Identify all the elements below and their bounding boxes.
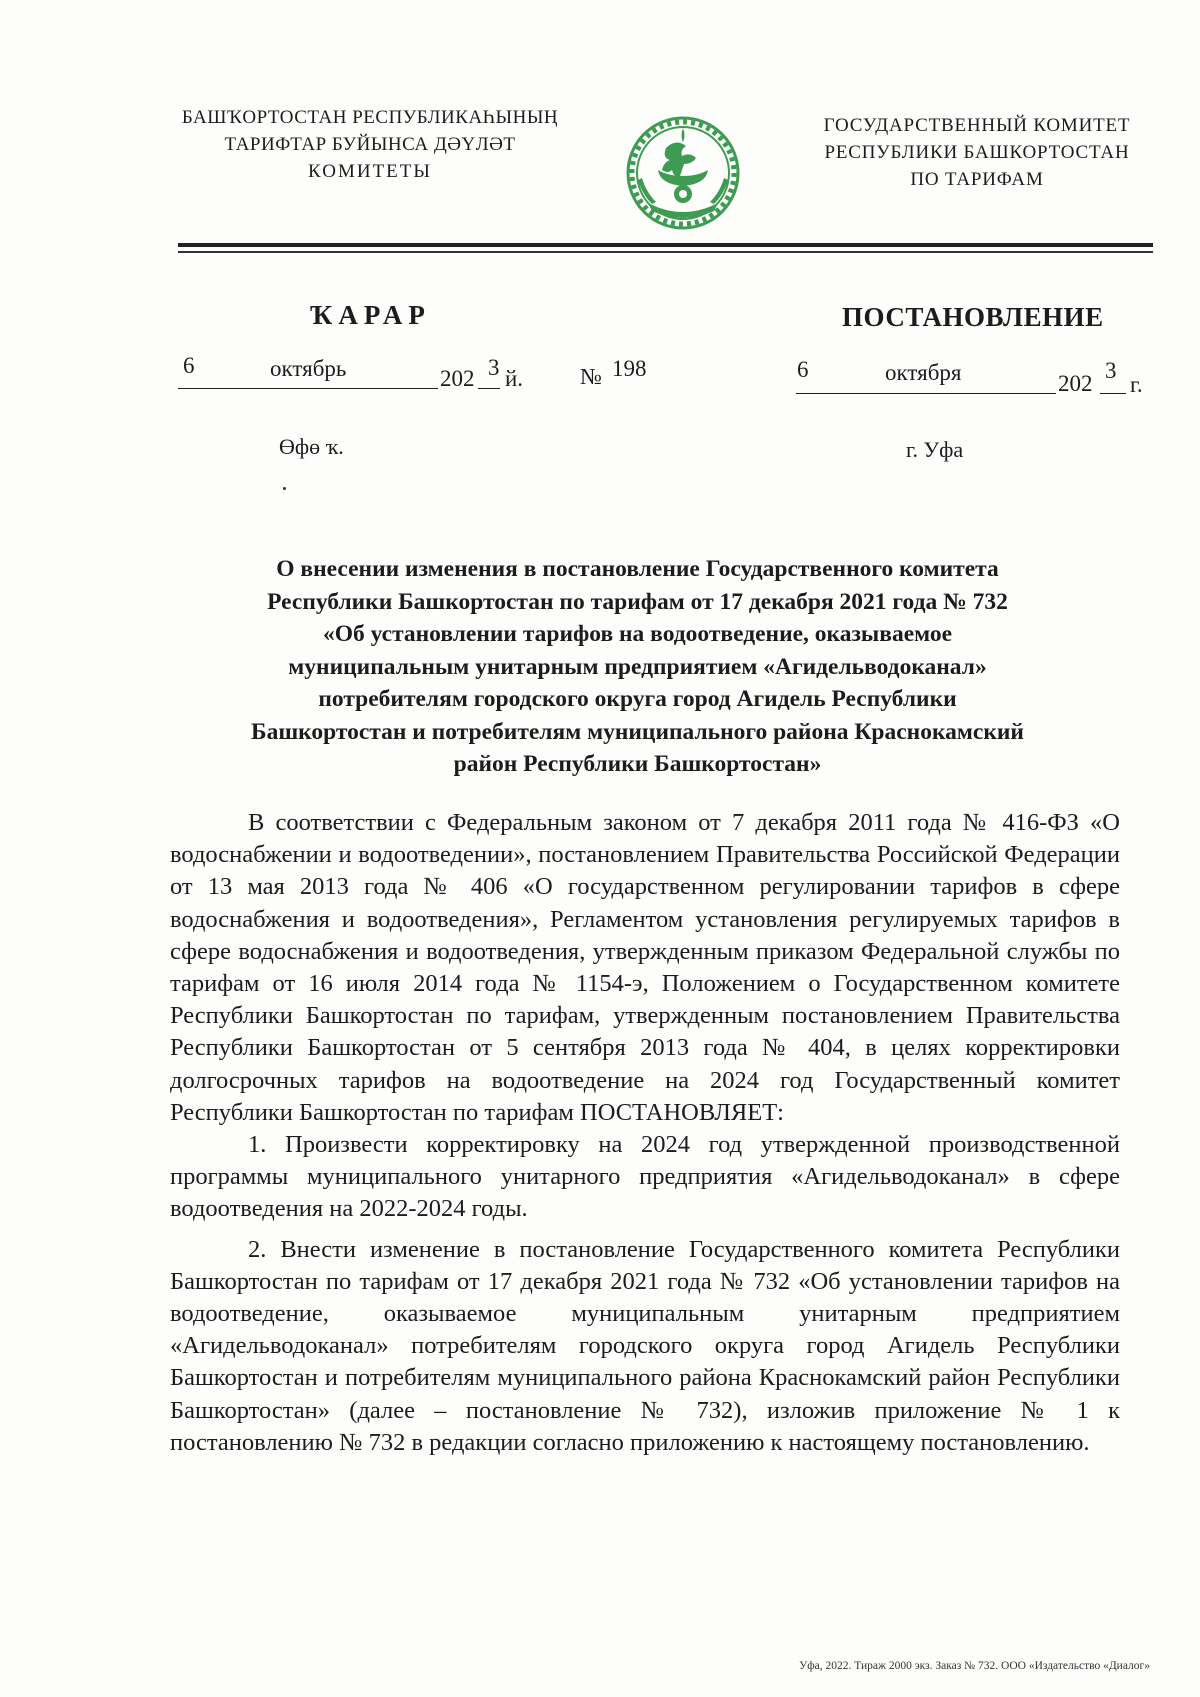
right-date-year-suffix: г. xyxy=(1130,372,1143,397)
left-date-day: 6 xyxy=(183,353,195,378)
right-date-month: октября xyxy=(885,360,962,385)
left-org-line1: БАШҠОРТОСТАН РЕСПУБЛИКАҺЫНЫҢ xyxy=(181,107,559,128)
left-date-underline xyxy=(178,388,438,389)
place-left: Өфө ҡ. xyxy=(279,434,344,459)
doc-type-right: ПОСТАНОВЛЕНИЕ xyxy=(842,302,1104,332)
left-org-line3: КОМИТЕТЫ xyxy=(308,161,432,182)
title-line: Башкортостан и потребителям муниципального района Краснокамский xyxy=(251,718,1024,745)
title-line: район Республики Башкортостан» xyxy=(453,751,822,777)
left-date-month: октябрь xyxy=(270,356,347,381)
right-org-line1: ГОСУДАРСТВЕННЫЙ КОМИТЕТ xyxy=(823,115,1131,136)
right-date-day: 6 xyxy=(797,357,809,382)
title-line: Республики Башкортостан по тарифам от 17 декабря 2021 года № 732 xyxy=(267,588,1008,615)
left-decree-number: 198 xyxy=(612,356,647,381)
left-number-label: № xyxy=(580,364,602,389)
right-org-line3: ПО ТАРИФАМ xyxy=(910,169,1044,190)
decree-title xyxy=(175,553,1100,781)
title-line: муниципальным унитарным предприятием «Агидельводоканал» xyxy=(288,653,987,680)
doc-type-left: ҠАРАР xyxy=(310,300,431,330)
right-date-year-digit: 3 xyxy=(1105,358,1117,383)
title-line: «Об установлении тарифов на водоотведение, оказываемое xyxy=(322,621,953,647)
print-imprint: Уфа, 2022. Тираж 2000 экз. Заказ № 732. ООО «Издательство «Диалог» xyxy=(799,1660,1150,1672)
header-divider-thick xyxy=(178,243,1153,247)
title-line: потребителям городского округа город Агидель Республики xyxy=(318,686,957,712)
place-right: г. Уфа xyxy=(906,437,964,462)
decree-body xyxy=(170,807,1120,1459)
header-divider-thin xyxy=(178,251,1153,253)
body-paragraph-item-2: 2. Внести изменение в постановление Государственного комитета Республики Башкортостан по тарифам от 17 декабря 2021 года № 732 «Об установлении тарифов на водоотведение, оказываемое муниципальным унитарным предприятием «Агидельводоканал» потребителям городского округа город Агидель Республики Башкортостан и потребителям муниципального района Краснокамский район Республики Башкортостан» (далее – постановление № 732), изложив приложение № 1 к постановлению № 732 в редакции согласно приложению к настоящему постановлению. xyxy=(170,1235,1120,1456)
body-paragraph-item-1: 1. Произвести корректировку на 2024 год утвержденной производственной программы муниципального унитарного предприятия «Агидельводоканал» в сфере водоотведения на 2022-2024 годы. xyxy=(170,1131,1120,1223)
left-org-line2: ТАРИФТАР БУЙЫНСА ДӘҮЛӘТ xyxy=(224,134,516,155)
right-org-name xyxy=(792,112,1162,193)
left-date-year-suffix: й. xyxy=(505,366,524,391)
title-line: О внесении изменения в постановление Государственного комитета xyxy=(276,556,999,582)
republic-of-bashkortostan-emblem-icon xyxy=(618,108,748,238)
body-paragraph-preamble: В соответствии с Федеральным законом от 7 декабря 2011 года № 416-ФЗ «О водоснабжении и водоотведении», постановлением Правительства Российской Федерации от 13 мая 2013 года № 406 «О государственном регулировании тарифов в сфере водоснабжения и водоотведения», Регламентом установления регулируемых тарифов в сфере водоснабжения и водоотведения, утвержденным приказом Федеральной службы по тарифам от 16 июля 2014 года № 1154-э, Положением о Государственном комитете Республики Башкортостан по тарифам, утвержденным постановлением Правительства Республики Башкортостан от 5 сентября 2013 года № 404, в целях корректировки долгосрочных тарифов на водоотведение на 2024 год Государственный комитет Республики Башкортостан по тарифам ПОСТАНОВЛЯЕТ: xyxy=(170,809,1120,1126)
left-date-year-prefix: 202 xyxy=(440,366,475,391)
left-org-name xyxy=(150,104,590,185)
right-date-year-prefix: 202 xyxy=(1058,371,1093,396)
right-date-underline xyxy=(796,393,1056,394)
left-date-year-underline xyxy=(478,388,500,389)
left-date-year-digit: 3 xyxy=(488,355,500,380)
right-org-line2: РЕСПУБЛИКИ БАШКОРТОСТАН xyxy=(824,142,1130,163)
right-date-year-underline xyxy=(1100,393,1126,394)
stray-mark xyxy=(283,487,286,490)
